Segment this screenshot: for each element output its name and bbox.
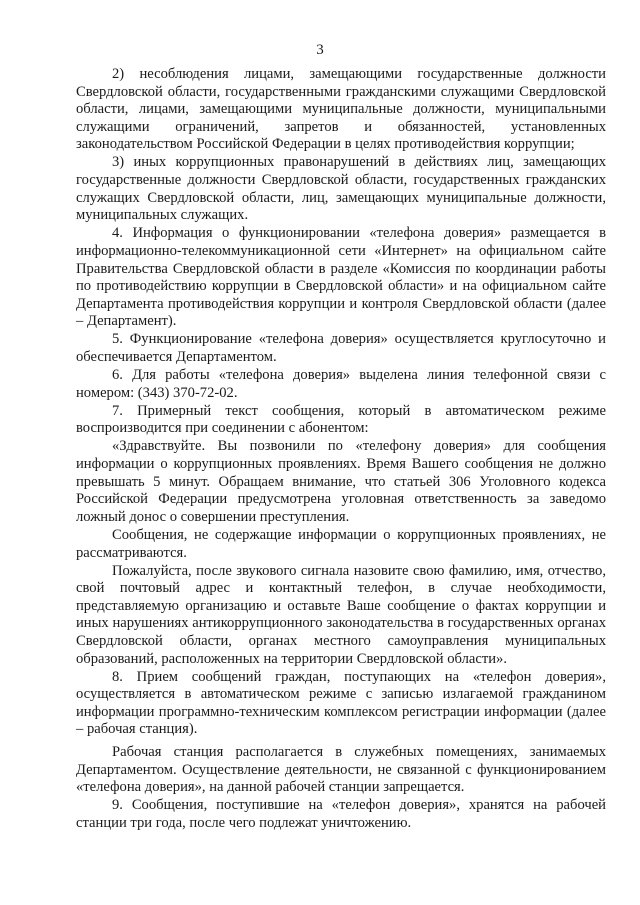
paragraph-message-notice: Сообщения, не содержащие информации о коррупционных проявлениях, не рассматриваются. xyxy=(76,526,606,561)
paragraph-clause-9: 9. Сообщения, поступившие на «телефон доверия», хранятся на рабочей станции три года, после чего подлежат уничтожению. xyxy=(76,797,606,831)
paragraph-clause-7: 7. Примерный текст сообщения, который в автоматическом режиме воспроизводится при соединении с абонентом: xyxy=(76,402,606,437)
document-body xyxy=(76,66,606,833)
paragraph-item-2: 2) несоблюдения лицами, замещающими государственные должности Свердловской области, государственными гражданскими служащими Свердловской области, лицами, замещающими муниципальные должности, муниципальными служащими ограничений, запретов и обязанностей, установленных законодательством Российской Федерации в целях противодействия коррупции; xyxy=(76,66,606,153)
paragraph-item-3: 3) иных коррупционных правонарушений в действиях лиц, замещающих государственные должности Свердловской области, государственных гражданских служащих Свердловской области, лиц, замещающих муниципальные должности, муниципальных служащих. xyxy=(76,154,606,224)
page-number: 3 xyxy=(316,42,324,58)
paragraph-clause-8: 8. Прием сообщений граждан, поступающих на «телефон доверия», осуществляется в автоматическом режиме с записью излагаемой гражданином информации программно-техническим комплексом регистрации информации (далее – рабочая станция). xyxy=(76,668,606,738)
paragraph-clause-6: 6. Для работы «телефона доверия» выделена линия телефонной связи с номером: (343) 370-72-02. xyxy=(76,367,606,401)
paragraph-clause-5: 5. Функционирование «телефона доверия» осуществляется круглосуточно и обеспечивается Департаментом. xyxy=(76,331,606,365)
paragraph-message-greeting: «Здравствуйте. Вы позвонили по «телефону доверия» для сообщения информации о коррупционных проявлениях. Время Вашего сообщения не должно превышать 5 минут. Обращаем внимание, что статьей 306 Уголовного кодекса Российской Федерации предусмотрена уголовная ответственность за заведомо ложный донос о совершении преступления. xyxy=(76,438,606,525)
paragraph-workstation: Рабочая станция располагается в служебных помещениях, занимаемых Департаментом. Осуществление деятельности, не связанной с функционированием «телефона доверия», на данной рабочей станции запрещается. xyxy=(76,744,606,796)
paragraph-message-instructions: Пожалуйста, после звукового сигнала назовите свою фамилию, имя, отчество, свой почтовый адрес и контактный телефон, в случае необходимости, представляемую организацию и оставьте Ваше сообщение о фактах коррупции и иных нарушениях антикоррупционного законодательства в государственных органах Свердловской области, органах местного самоуправления муниципальных образований, расположенных на территории Свердловской области». xyxy=(76,562,606,667)
paragraph-clause-4: 4. Информация о функционировании «телефона доверия» размещается в информационно-телекоммуникационной сети «Интернет» на официальном сайте Правительства Свердловской области в разделе «Комиссия по координации работы по противодействию коррупции в Свердловской области» и на официальном сайте Департамента противодействия коррупции и контроля Свердловской области (далее – Департамент). xyxy=(76,225,606,330)
